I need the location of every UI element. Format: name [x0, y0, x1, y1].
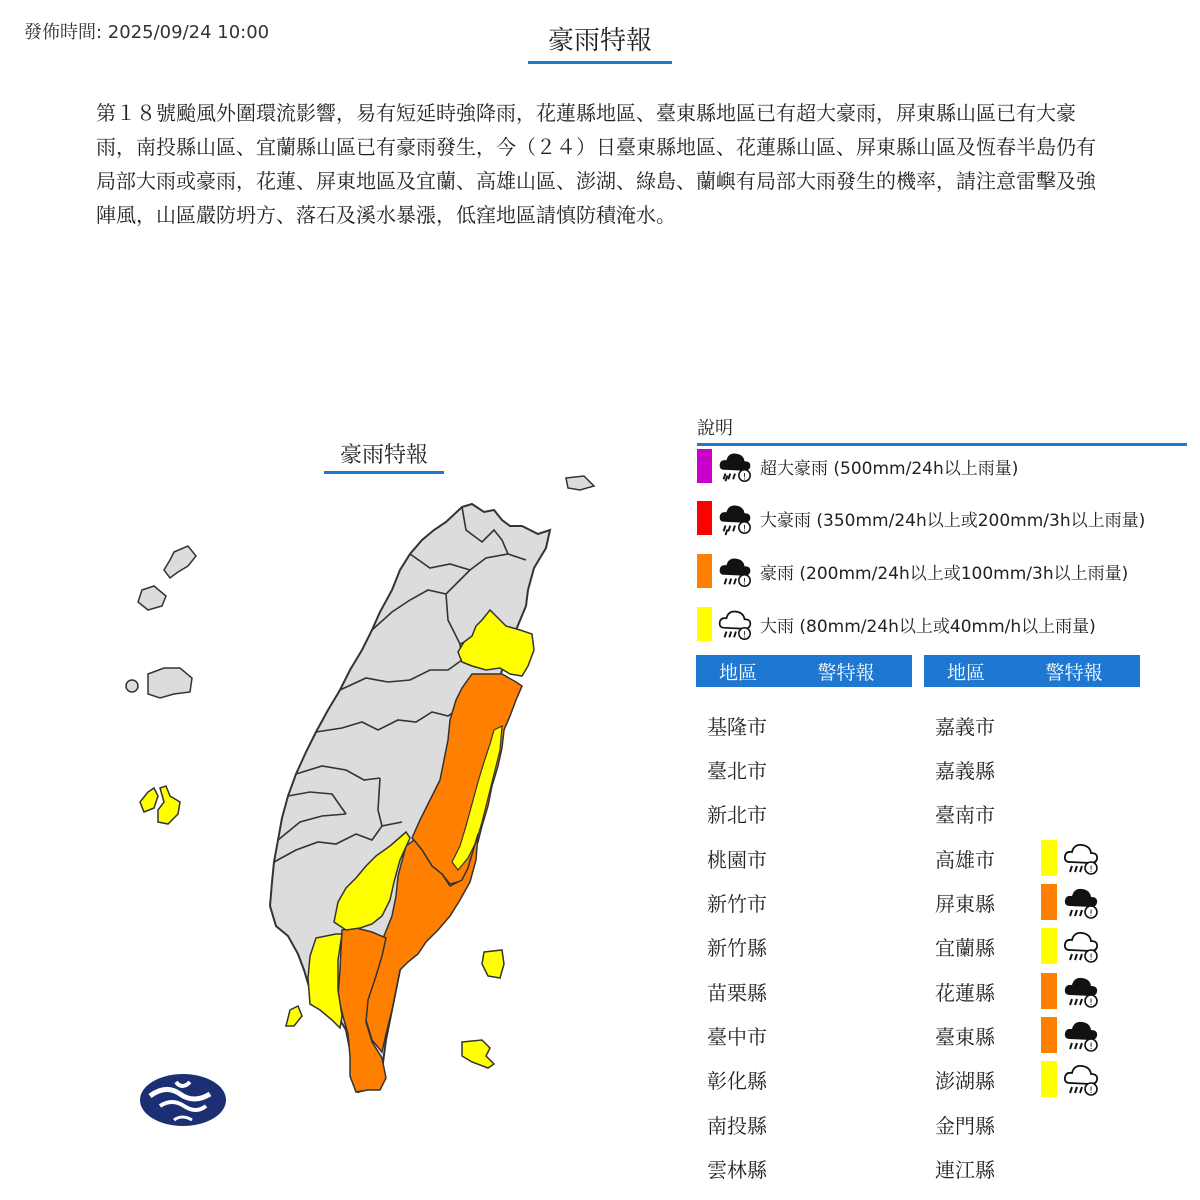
svg-text:!: !	[1089, 953, 1093, 963]
legend-swatch	[697, 449, 712, 483]
green-island	[482, 950, 504, 978]
region-name: 金門縣	[935, 1113, 995, 1138]
table-row	[935, 1104, 1025, 1144]
legend-label: 大雨 (80mm/24h以上或40mm/h以上雨量)	[760, 616, 1096, 637]
table-row	[935, 926, 1101, 966]
warning-swatch-yellow	[1041, 928, 1057, 964]
table-row	[707, 971, 837, 1011]
lanyu-island	[462, 1040, 494, 1068]
table-row	[707, 838, 837, 878]
region-name: 桃園市	[707, 847, 767, 872]
table-row	[935, 1148, 1025, 1188]
table-header-right	[924, 655, 1140, 687]
region-name: 連江縣	[935, 1157, 995, 1182]
region-name: 嘉義市	[935, 714, 995, 739]
table-row	[707, 793, 837, 833]
svg-text:!: !	[1089, 998, 1093, 1008]
region-name: 彰化縣	[707, 1068, 767, 1093]
heavy-rain-icon	[1061, 1059, 1101, 1099]
penghu-island-1	[140, 788, 158, 812]
table-row	[707, 1148, 837, 1188]
warning-description: 第１８號颱風外圍環流影響，易有短延時強降雨，花蓮縣地區、臺東縣地區已有超大豪雨，屏東縣山區已有大豪雨，南投縣山區、宜蘭縣山區已有豪雨發生，今（２４）日臺東縣地區、花蓮縣山區、屏東縣山區及恆春半島仍有局部大雨或豪雨，花蓮、屏東地區及宜蘭、高雄山區、澎湖、綠島、蘭嶼有局部大雨發生的機率，請注意雷擊及強陣風，山區嚴防坍方、落石及溪水暴漲，低窪地區請慎防積淹水。	[96, 101, 1096, 227]
legend-swatch	[697, 501, 712, 535]
region-name: 苗栗縣	[707, 980, 767, 1005]
publish-time: 發佈時間: 2025/09/24 10:00	[24, 22, 270, 43]
svg-text:!: !	[742, 524, 747, 535]
header-warning: 警特報	[1045, 661, 1103, 684]
kaohsiung-plain-yellow	[308, 934, 342, 1028]
svg-text:!: !	[742, 577, 747, 588]
table-row	[935, 1015, 1101, 1055]
table-row	[707, 705, 837, 745]
matsu-island-2	[138, 586, 166, 610]
table-row	[935, 882, 1101, 922]
svg-text:!: !	[742, 472, 747, 483]
table-row	[935, 971, 1101, 1011]
header-region: 地區	[718, 661, 757, 684]
extremely-heavy-rain-icon	[716, 552, 754, 590]
legend-item-extremely-torrential	[697, 448, 1018, 484]
table-row	[935, 838, 1101, 878]
penghu-island-2	[158, 786, 180, 824]
region-name: 臺北市	[707, 758, 767, 783]
map-title: 豪雨特報	[324, 438, 444, 474]
table-row	[935, 1059, 1101, 1099]
legend-swatch	[697, 554, 712, 588]
page-title: 豪雨特報	[528, 20, 672, 64]
table-row	[707, 1015, 837, 1055]
extremely-heavy-rain-icon	[1061, 971, 1101, 1011]
kinmen-island	[148, 668, 192, 698]
region-name: 嘉義縣	[935, 758, 995, 783]
torrential-rain-icon	[716, 499, 754, 537]
table-row	[707, 882, 837, 922]
legend-label: 大豪雨 (350mm/24h以上或200mm/3h以上雨量)	[760, 510, 1146, 531]
warning-swatch-orange	[1041, 884, 1057, 920]
svg-text:!: !	[1089, 1042, 1093, 1052]
taiwan-warning-map	[110, 430, 670, 1130]
table-row	[707, 1104, 837, 1144]
warning-swatch-yellow	[1041, 1061, 1057, 1097]
header-region: 地區	[946, 661, 985, 684]
region-name: 臺南市	[935, 802, 995, 827]
legend-item-torrential	[697, 500, 1145, 536]
table-row	[707, 1059, 837, 1099]
extremely-heavy-rain-icon	[1061, 1015, 1101, 1055]
table-row	[707, 749, 837, 789]
region-name: 新竹縣	[707, 935, 767, 960]
legend-title: 說明	[697, 414, 1187, 446]
heavy-rain-icon	[1061, 926, 1101, 966]
region-name: 宜蘭縣	[935, 935, 995, 960]
svg-text:!: !	[1089, 1086, 1093, 1096]
heavy-rain-icon	[1061, 838, 1101, 878]
region-name: 臺東縣	[935, 1024, 995, 1049]
region-name: 南投縣	[707, 1113, 767, 1138]
legend-item-heavy	[697, 606, 1096, 642]
region-name: 新竹市	[707, 891, 767, 916]
extremely-torrential-rain-icon	[716, 447, 754, 485]
region-name: 雲林縣	[707, 1157, 767, 1182]
region-name: 屏東縣	[935, 891, 995, 916]
heavy-rain-icon	[716, 605, 754, 643]
table-row	[935, 749, 1025, 789]
warning-swatch-orange	[1041, 1017, 1057, 1053]
header-warning: 警特報	[817, 661, 875, 684]
guishan-island	[566, 476, 594, 490]
table-row	[707, 926, 837, 966]
table-header-left	[696, 655, 912, 687]
table-row	[935, 705, 1025, 745]
taiwan-map-svg	[110, 430, 670, 1130]
legend-label: 豪雨 (200mm/24h以上或100mm/3h以上雨量)	[760, 563, 1129, 584]
region-name: 新北市	[707, 802, 767, 827]
table-row	[935, 793, 1025, 833]
cwa-logo	[140, 1074, 226, 1126]
legend-label: 超大豪雨 (500mm/24h以上雨量)	[760, 458, 1019, 479]
svg-text:!: !	[1089, 909, 1093, 919]
xiaoliuqiu-island	[286, 1006, 302, 1026]
legend-item-extremely-heavy	[697, 553, 1128, 589]
region-name: 澎湖縣	[935, 1068, 995, 1093]
legend-swatch	[697, 607, 712, 641]
lieyu-island	[126, 680, 138, 692]
svg-text:!: !	[1089, 865, 1093, 875]
extremely-heavy-rain-icon	[1061, 882, 1101, 922]
region-name: 基隆市	[707, 714, 767, 739]
warning-swatch-orange	[1041, 973, 1057, 1009]
region-name: 臺中市	[707, 1024, 767, 1049]
matsu-island	[164, 546, 196, 578]
svg-text:!: !	[742, 630, 747, 641]
region-name: 高雄市	[935, 847, 995, 872]
region-name: 花蓮縣	[935, 980, 995, 1005]
warning-swatch-yellow	[1041, 840, 1057, 876]
